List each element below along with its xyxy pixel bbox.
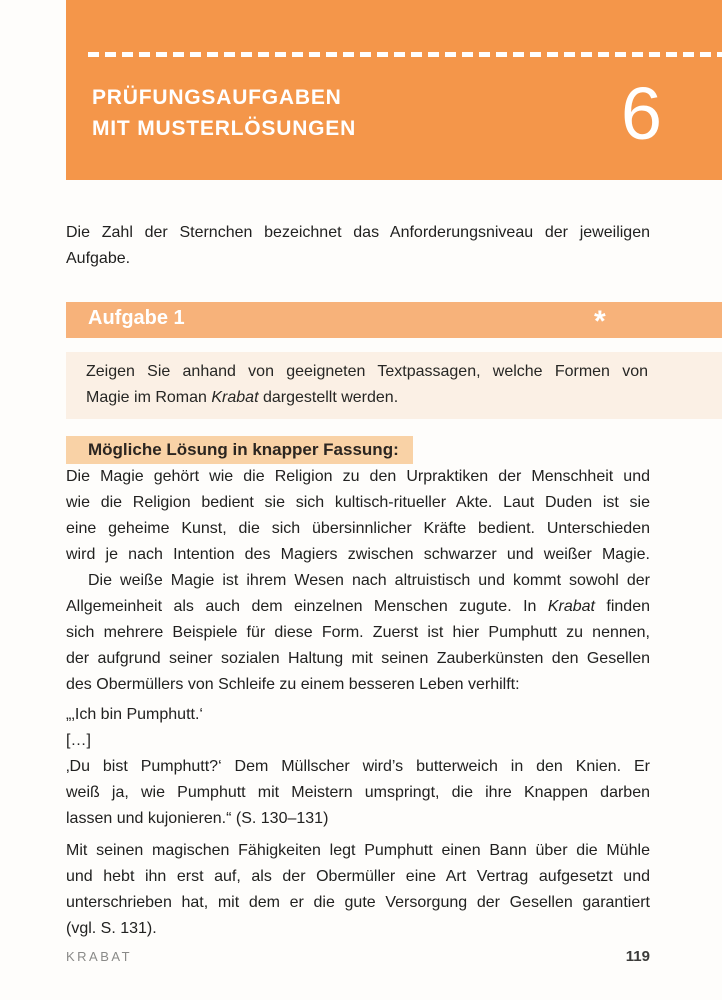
task-1-label: Aufgabe 1 [88, 307, 185, 329]
quote-line: lassen und kujonieren.“ (S. 130–131) [66, 810, 329, 827]
task-1-prompt-box [66, 352, 722, 419]
task-prompt-line: Zeigen Sie anhand von geeigneten Textpassagen, welche Formen von [86, 363, 648, 380]
paragraph-line: des Obermüllers von Schleife zu einem besseren Leben verhilft: [66, 676, 520, 693]
paragraph-line: (vgl. S. 131). [66, 920, 157, 937]
paragraph-line: wird je nach Intention des Magiers zwischen schwarzer und weißer Magie. [66, 546, 650, 563]
quote-line: […] [66, 732, 91, 749]
solution-paragraph-2 [66, 568, 650, 698]
book-title: KRABAT [66, 949, 133, 964]
paragraph-line: und hebt ihn erst auf, als der Obermüller eine Art Vertrag aufgesetzt und [66, 868, 650, 885]
paragraph-line: sich mehrere Beispiele für diese Form. Zuerst ist hier Pumphutt zu nennen, [66, 624, 650, 641]
paragraph-line: wie die Religion bedient sie sich kultisch-ritueller Akte. Laut Duden ist sie [66, 494, 650, 511]
chapter-header-banner [66, 0, 722, 180]
intro-paragraph [66, 220, 650, 272]
intro-line: Aufgabe. [66, 250, 131, 267]
page-content [0, 180, 722, 965]
quote-line: weiß ja, wie Pumphutt mit Meistern umspringt, die ihre Knappen darben [66, 784, 650, 801]
chapter-title [92, 82, 356, 144]
chapter-number: 6 [620, 72, 662, 155]
task-1-bar [66, 302, 722, 338]
chapter-title-line-1: PRÜFUNGSAUFGABEN [92, 86, 342, 109]
paragraph-line: der aufgrund seiner sozialen Haltung mit seinen Zauberkünsten den Gesellen [66, 650, 650, 667]
intro-line: Die Zahl der Sternchen bezeichnet das Anforderungsniveau der jeweiligen [66, 224, 650, 241]
quote-line: „‚Ich bin Pumphutt.‘ [66, 706, 203, 723]
chapter-title-line-2: MIT MUSTERLÖSUNGEN [92, 117, 357, 140]
paragraph-line: Allgemeinheit als auch dem einzelnen Menschen zugute. In Krabat finden [66, 598, 650, 615]
solution-heading: Mögliche Lösung in knapper Fassung: [66, 436, 413, 464]
solution-paragraph-3 [66, 838, 650, 942]
paragraph-line: unterschrieben hat, mit dem er die gute Versorgung der Gesellen garantiert [66, 894, 650, 911]
page-number: 119 [625, 948, 650, 965]
paragraph-line: Die Magie gehört wie die Religion zu den Urpraktiken der Menschheit und [66, 468, 650, 485]
solution-paragraph-1 [66, 464, 650, 568]
dashed-divider [88, 52, 722, 57]
paragraph-line: Die weiße Magie ist ihrem Wesen nach altruistisch und kommt sowohl der [88, 572, 650, 589]
page-footer [66, 948, 650, 965]
quote-block [66, 702, 650, 832]
paragraph-line: eine geheime Kunst, die sich übersinnlicher Kräfte bedient. Unterschieden [66, 520, 650, 537]
quote-line: ‚Du bist Pumphutt?‘ Dem Müllscher wird’s butterweich in den Knien. Er [66, 758, 650, 775]
paragraph-line: Mit seinen magischen Fähigkeiten legt Pumphutt einen Bann über die Mühle [66, 842, 650, 859]
task-prompt-line: Magie im Roman Krabat dargestellt werden. [86, 389, 399, 406]
difficulty-star-icon: * [594, 305, 606, 338]
solution-heading-row [66, 436, 650, 464]
